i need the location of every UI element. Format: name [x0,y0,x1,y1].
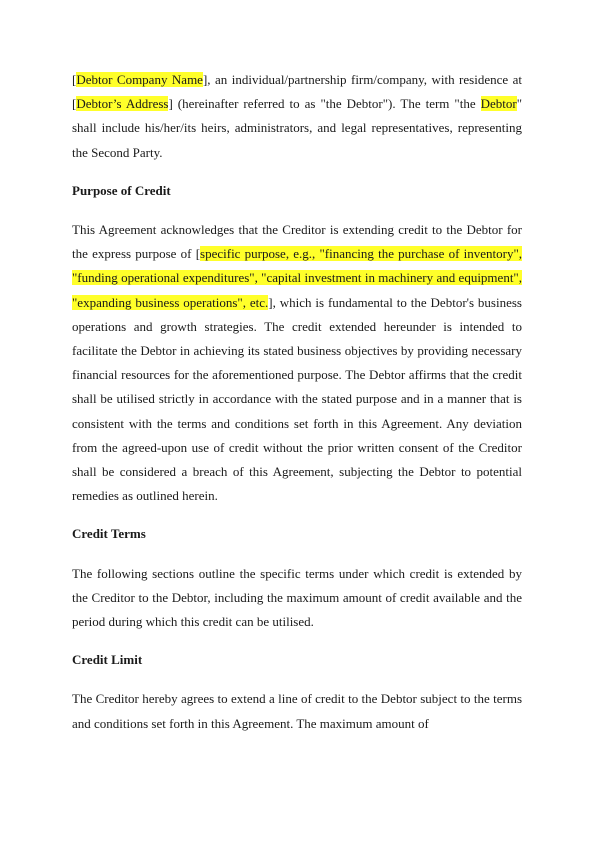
party-text-2: ] (hereinafter referred to as "the Debtor"). The term "the [168,96,481,112]
purpose-text-2: ], which is fundamental to the Debtor's business operations and growth strategies. The credit extended hereunder is intended to facilitate the Debtor in achieving its stated business objectives by providing necessary financial resources for the aforementioned purpose. The Debtor affirms that the credit shall be utilised strictly in accordance with the stated purpose and in a manner that is consistent with the terms and conditions set forth in this Agreement. Any deviation from the agreed-upon use of credit without the prior written consent of the Creditor shall be considered a breach of this Agreement, subjecting the Debtor to potential remedies as outlined herein. [72,294,522,504]
heading-credit-terms: Credit Terms [72,526,146,542]
terms-paragraph: The following sections outline the specific terms under which credit is extended by the Creditor to the Debtor, including the maximum amount of credit available and the period during which this credit can be utilised. [72,565,522,630]
party-paragraph [72,68,522,165]
heading-purpose-of-credit: Purpose of Credit [72,182,171,198]
purpose-text-1: This Agreement acknowledges that the Creditor is extending credit to the Debtor for the express purpose of [72,222,522,262]
bracket: [ [195,246,201,262]
bracket: [ [72,72,77,87]
specific-purpose-placeholder[interactable]: specific purpose, e.g., "financing the purchase of inventory", "funding operational expenditures", "capital investment in machinery and equipment", "expanding business operations", etc. [72,246,523,310]
debtor-company-name-placeholder[interactable]: Debtor Company Name [76,72,203,87]
limit-paragraph: The Creditor hereby agrees to extend a line of credit to the Debtor subject to the terms and conditions set forth in this Agreement. The maximum amount of [72,691,522,731]
debtor-placeholder[interactable]: Debtor [480,96,517,112]
purpose-paragraph [72,218,522,508]
party-text-3: " shall include his/her/its heirs, administrators, and legal representatives, representing the Second Party. [72,96,522,160]
heading-credit-limit: Credit Limit [72,652,143,668]
party-text-1: ], an individual/partnership firm/company, with residence at [ [72,72,522,112]
debtor-address-placeholder[interactable]: Debtor’s Address [76,96,169,112]
